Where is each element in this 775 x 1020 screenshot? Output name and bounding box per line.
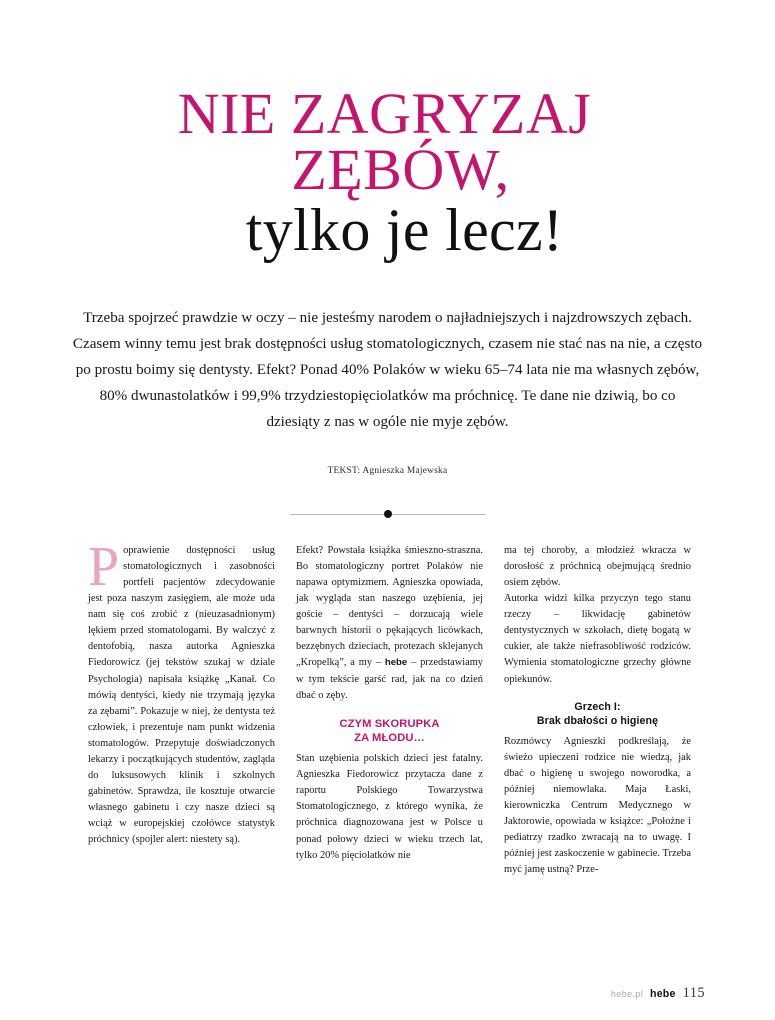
headline-line-1: NIE ZAGRYZAJ [177,81,592,146]
column-1-paragraph [88,536,275,848]
subhead-grzech-line-2: Brak dbałości o higienę [536,714,659,727]
column-3-paragraph-3: Rozmówcy Agnieszki podkreślają, że świeżo upieczeni rodzice nie wiedzą, jak dbać o higienę u swojego noworodka, a później niemowlaka. Maja Łaski, kierowniczka Centrum Medycznego w Jaktorowie, opowiada w książce: „Położne i pediatrzy rzadko zwracają na to uwagę. I później jest zaskoczenie w gabinecie. Trzeba myć jamę ustną? Prze- [504,735,691,875]
column-3-paragraph-2: Autorka widzi kilka przyczyn tego stanu rzeczy – likwidację gabinetów dentystycznych w szkołach, dietę bogatą w cukier, ale także niefrasobliwość rodziców. Wymienia stomatologiczne grzechy główne opiekunów. [504,593,691,685]
headline-line-2: ZĘBÓW, [291,137,510,203]
subhead-grzech-line-1: Grzech I: [574,700,621,713]
page-number: 115 [682,985,705,1001]
column-1-text: oprawienie dostępności usług stomatologicznych i zasobności portfeli pacjentów zdecydowanie jest poza naszym zasięgiem, ale może uda nam się coś zrobić z (nieuzasadnionym) lękiem przed stomatologami. By walczyć z dentofobią, nasza autorka Agnieszka Fiedorowicz (jej tekstów szukaj w dziale Psychologia) napisała książkę „Kanał. Co mówią dentyści, kiedy nie trzymają języka za zębami”. Pokazuje w niej, że dentysta też człowiek, i prezentuje nam punkt widzenia stomatologów. Przepytuje doświadczonych lekarzy i początkujących studentów, zagląda do luksusowych klinik i szkolnych gabinetów. Sprawdza, ile kosztuje otwarcie własnego gabinetu i czy nasze dzieci są wciąż w europejskiej czołówce statystyk próchnicy (spojler alert: niestety są). [88,545,275,846]
footer-site-url: hebe.pl [610,989,644,999]
column-3-paragraph-1: ma tej choroby, a młodzież wkracza w dorosłość z próchnicą obejmującą średnio osiem zębów. [504,545,691,589]
column-2-paragraph-2: Stan uzębienia polskich dzieci jest fatalny. Agnieszka Fiedorowicz przytacza dane z raportu Polskiego Towarzystwa Stomatologicznego, z którego wynika, że próchnica diagnozowana jest w Polsce u ponad połowy dzieci w wieku trzech lat, tylko 20% pięciolatków nie [296,753,483,861]
column-2-text-b: – przedstawiamy w tym tekście garść rad, jak na co dzień dbać o zęby. [296,657,483,701]
column-3 [504,543,691,955]
divider-ornament [290,508,486,520]
subhead-grzech-1 [504,701,691,729]
page-footer [611,985,705,1002]
footer-brand-logo: hebe [650,988,676,1000]
drop-cap: P [88,536,120,598]
column-2 [296,543,483,955]
body-columns [88,536,692,955]
lead-text: Trzeba spojrzeć prawdzie w oczy – nie jesteśmy narodem o najładniejszych i najzdrowszych zębach. Czasem winny temu jest brak dostępności usług stomatologicznych, czasem nie stać nas na nie, a często po prostu boimy się dentysty. Efekt? Ponad 40% Polaków w wieku 65–74 lata nie ma własnych zębów, 80% dwunastolatków i 99,9% trzydziestopięciolatków ma próchnicę. Te dane nie dziwią, bo co dziesiąty z nas w ogóle nie myje zębów. [72,310,703,430]
lead-paragraph [72,306,703,436]
byline: TEKST: Agnieszka Majewska [327,466,448,476]
headline-block [55,81,720,263]
brand-inline-hebe: hebe [384,657,408,669]
subhead-line-2: ZA MŁODU… [354,732,425,745]
divider-dot-icon [384,510,392,518]
headline-line-3: tylko je lecz! [245,196,564,263]
column-1 [88,536,275,955]
subhead-line-1: CZYM SKORUPKA [339,717,440,730]
subhead-czym-skorupka [296,717,483,747]
column-2-paragraph-1 [296,543,483,704]
page-title [55,81,720,263]
column-2-text-a: Efekt? Powstała książka śmieszno-straszna. Bo stomatologiczny portret Polaków nie napawa optymizmem. Agnieszka opowiada, jak wygląda stan naszego uzębienia, jej goście – dentyści – dorzucają wiele barwnych historii o pękających licówkach, bezzębnych dzieciach, protezach sklejanych „Kropelką”, a my – [296,545,483,669]
